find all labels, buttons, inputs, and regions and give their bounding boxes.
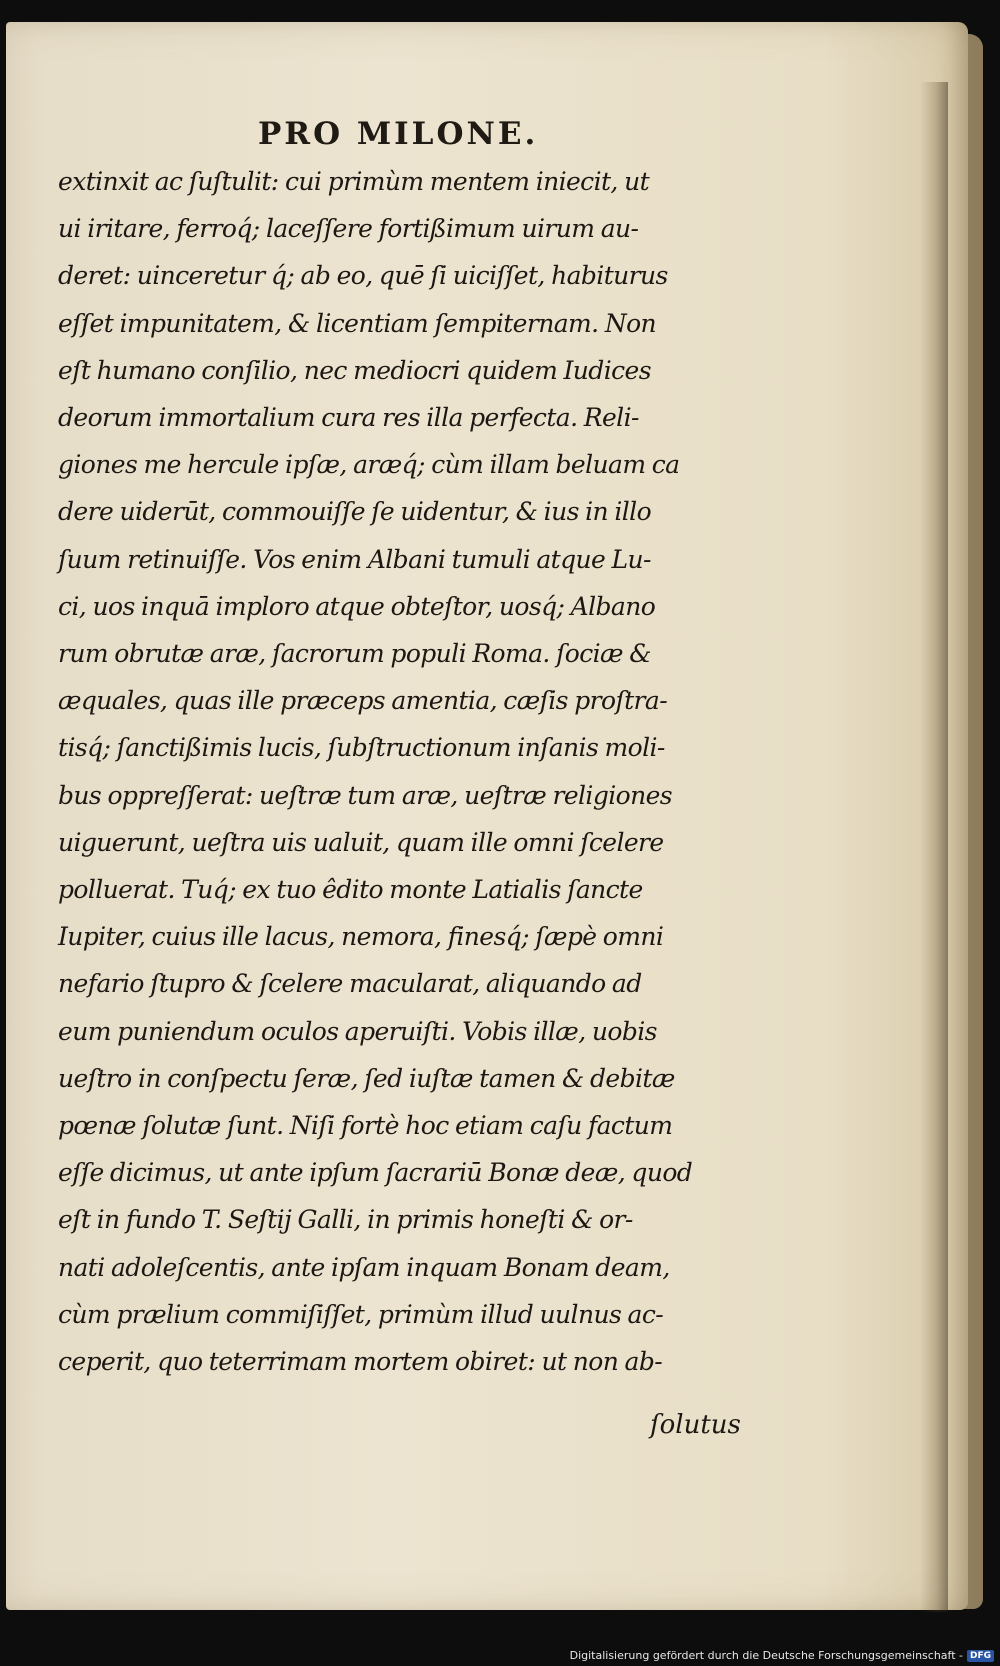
text-line: extinxit ac ſuſtulit: cui primùm mentem iniecit, ut bbox=[58, 167, 650, 196]
body-text bbox=[58, 158, 778, 1385]
text-line: bus oppreſſerat: ueſtræ tum aræ, ueſtræ religiones bbox=[58, 780, 673, 810]
text-line: eſt in fundo T. Seſtij Galli, in primis honeſti & or- bbox=[58, 1205, 633, 1235]
text-line: uiguerunt, ueſtra uis ualuit, quam ille omni ſcelere bbox=[58, 827, 664, 857]
text-line: ci, uos inquā imploro atque obteſtor, uosq́; Albano bbox=[58, 591, 656, 621]
catchword: ſolutus bbox=[650, 1410, 741, 1440]
footer-text: Digitalisierung gefördert durch die Deutsche Forschungsgemeinschaft - bbox=[569, 1649, 963, 1662]
text-line: polluerat. Tuq́; ex tuo êdito monte Latialis ſancte bbox=[58, 875, 643, 905]
text-line: eſſe dicimus, ut ante ipſum ſacrariū Bonæ deæ, quod bbox=[58, 1158, 693, 1188]
text-line: giones me hercule ipſæ, aræq́; cùm illam beluam ca bbox=[58, 450, 680, 480]
text-line: nefario ſtupro & ſcelere macularat, aliquando ad bbox=[58, 969, 642, 999]
text-line: ſuum retinuiſſe. Vos enim Albani tumuli atque Lu- bbox=[58, 544, 651, 574]
text-line: deorum immortalium cura res illa perfecta. Reli- bbox=[58, 403, 639, 433]
text-line: cùm prælium commiſiſſet, primùm illud uulnus ac- bbox=[58, 1299, 664, 1329]
text-line: pœnæ ſolutæ ſunt. Niſi fortè hoc etiam caſu factum bbox=[58, 1111, 673, 1141]
text-line: ceperit, quo teterrimam mortem obiret: ut non ab- bbox=[58, 1347, 663, 1377]
text-line: ui iritare, ferroq́; laceſſere fortißimum uirum au- bbox=[58, 214, 639, 244]
dfg-logo-icon: DFG bbox=[967, 1650, 994, 1662]
page-gutter-shadow bbox=[920, 82, 948, 1612]
text-line: eſſet impunitatem, & licentiam ſempiternam. Non bbox=[58, 308, 657, 338]
text-line: tisq́; ſanctißimis lucis, ſubſtructionum inſanis moli- bbox=[58, 733, 665, 763]
text-line: eum puniendum oculos aperuiſti. Vobis illæ, uobis bbox=[58, 1016, 657, 1046]
footer-credit bbox=[570, 1649, 994, 1662]
text-line: Iupiter, cuius ille lacus, nemora, finesq́; ſæpè omni bbox=[58, 922, 664, 952]
text-line: eſt humano conſilio, nec mediocri quidem Iudices bbox=[58, 355, 651, 385]
text-line: nati adoleſcentis, ante ipſam inquam Bonam deam, bbox=[58, 1252, 670, 1282]
text-line: ueſtro in conſpectu ſeræ, ſed iuſtæ tamen & debitæ bbox=[58, 1063, 675, 1093]
text-line: dere uiderūt, commouiſſe ſe uidentur, & ius in illo bbox=[58, 497, 652, 527]
running-head: PRO MILONE. bbox=[258, 116, 539, 152]
text-line: rum obrutæ aræ, ſacrorum populi Roma. ſociæ & bbox=[58, 639, 651, 669]
text-line: deret: uinceretur q́; ab eo, quē ſi uiciſſet, habiturus bbox=[58, 261, 668, 291]
text-line: æquales, quas ille præceps amentia, cæſis proſtra- bbox=[58, 686, 668, 716]
